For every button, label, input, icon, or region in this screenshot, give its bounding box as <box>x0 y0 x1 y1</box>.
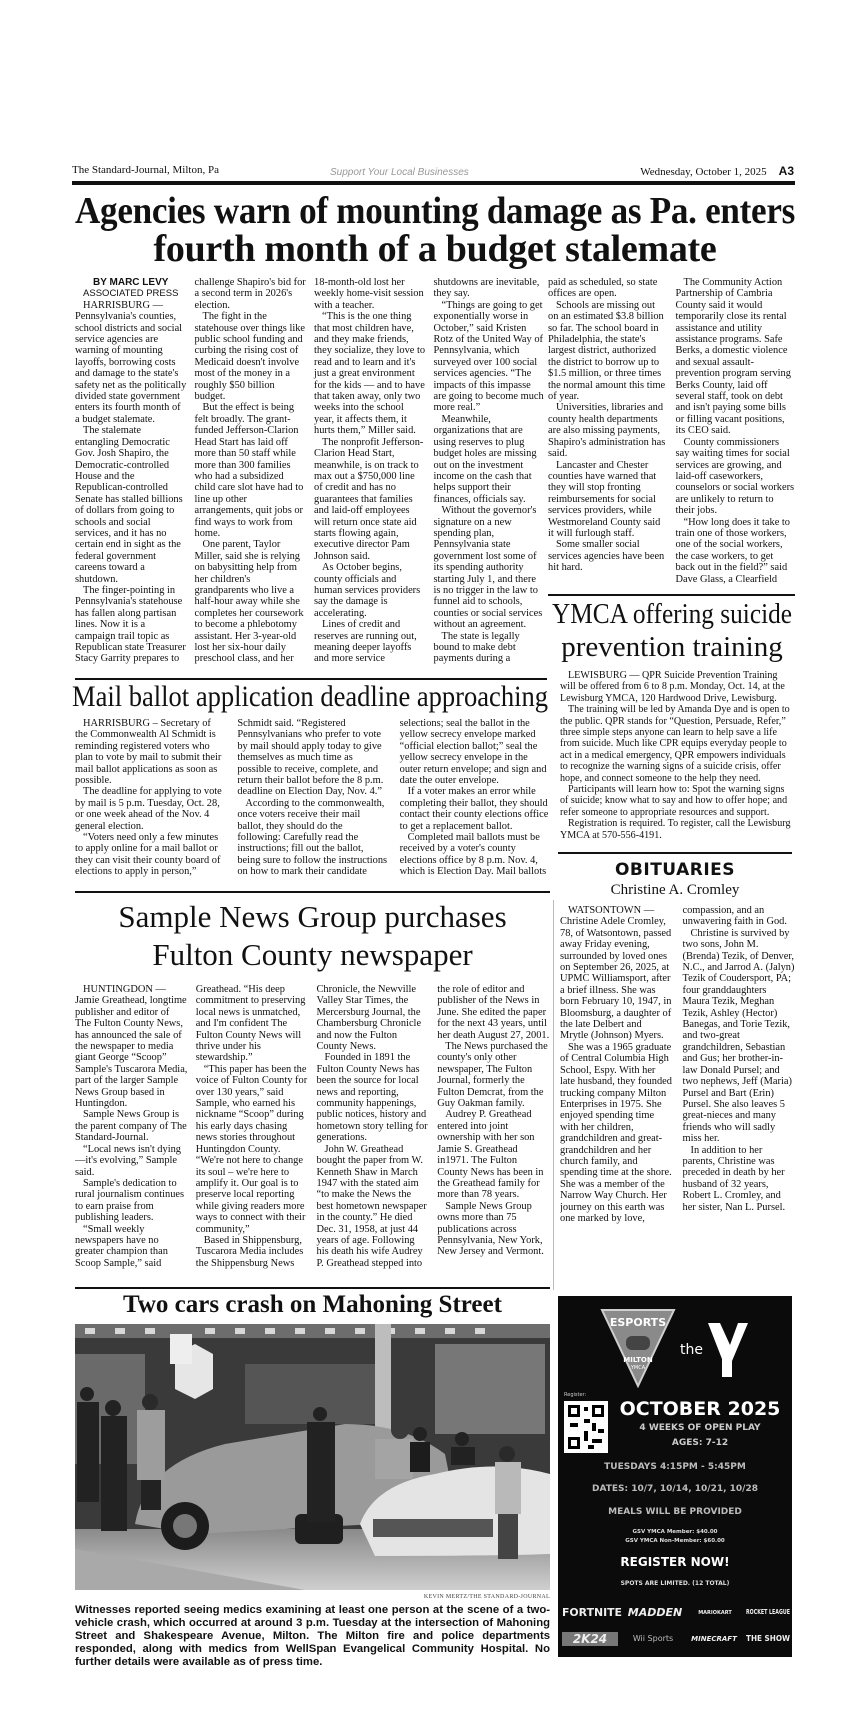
article-paragraph: Participants will learn how to: Spot the warning signs of suicide; know what to say and how to offer hope; and refer someone to appropriate resources and support. <box>560 784 788 818</box>
article-paragraph: Completed mail ballots must be received by a voter's county elections office by 8 p.m. Nov. 4, which is Election Day. Mail ballots <box>399 832 547 878</box>
game-logo-minecraft <box>686 1635 742 1643</box>
game-logo-the-show <box>746 1634 790 1643</box>
article-paragraph: paid as scheduled, so state offices are open. <box>548 277 658 300</box>
article-paragraph: “This paper has been the voice of Fulton County for over 130 years,” said Sample, who earned his nickname “Scoop” during his early days chasing news stories throughout Huntingdon County. “We're not here to change its soul – we're here to amplify it. Our goal is to preserve local reporting while giving readers more ways to connect with their community,” <box>195 1063 308 1235</box>
ad-spots-limited: SPOTS ARE LIMITED. (12 TOTAL) <box>620 1580 730 1587</box>
ymca-headline-line-1 <box>552 598 792 631</box>
ymca-headline <box>552 598 792 664</box>
mail-ballot-body <box>75 718 550 888</box>
ad-dates-text: DATES: 10/7, 10/14, 10/21, 10/28 <box>592 1484 758 1494</box>
article-paragraph: The stalemate entangling Democratic Gov. Josh Shapiro, the Democratic-controlled House and the Republican-controlled Senate has stalled billions of dollars from going to schools and social services, and it has no certain end in sight as the federal government careens toward a shutdown. <box>75 425 183 585</box>
article-paragraph: The News purchased the county's only other newspaper, The Fulton Journal, formerly the Fulton Demcrat, from the Guy Oakman family. <box>437 1041 548 1110</box>
article-paragraph: As October begins, county officials and human services providers say the damage is accelerating. <box>314 562 421 619</box>
byline-agency: ASSOCIATED PRESS <box>83 288 179 300</box>
ad-meals <box>558 1507 792 1517</box>
article-paragraph: One parent, Taylor Miller, said she is relying on babysitting help from her children's grandparents who live a half-hour away while she completes her coursework to become a phlebotomy assistant. Her 3-year-old lost her six-hour daily preschool class, and her 18-month-old lost her weekly home-visit session with a teacher. <box>194 277 424 665</box>
header-tagline: Support Your Local Businesses <box>330 167 469 178</box>
game-logo-fortnite-text: FORTNITE <box>562 1606 622 1619</box>
ad-meals-text: MEALS WILL BE PROVIDED <box>608 1507 742 1517</box>
ad-dates <box>558 1484 792 1494</box>
agencies-headline-line-2 <box>75 230 795 268</box>
crash-photo <box>75 1324 550 1590</box>
esports-ad <box>558 1296 792 1657</box>
article-paragraph: Based in Shippensburg, Tuscarora Media includes the Shippensburg News Chronicle, the Newville Valley Star Times, the Mercersburg Journal, the Chambersburg Chronicle and now the Fulton County News. <box>195 984 422 1269</box>
qr-code-icon[interactable] <box>564 1401 608 1453</box>
obituaries-section-title: OBITUARIES <box>614 860 736 880</box>
column-divider <box>553 900 554 1290</box>
article-paragraph: The nonprofit Jefferson-Clarion Head Start, meanwhile, is on track to max out a $750,000 line of credit and has no guarantees that families and laid-off employees will return once state aid starts flowing again, executive director Pam Johnson said. <box>314 436 424 562</box>
header-rule <box>72 181 795 185</box>
ad-month-text: OCTOBER 2025 <box>619 1398 781 1420</box>
divider <box>558 852 792 854</box>
article-paragraph: She was a 1965 graduate of Central Columbia High School, Espy. With her late husband, they founded trucking company Milton Enterprises in 1975. She enjoyed spending time with her children, grandchildren and great-grandchildren and her church family, and spending time at the shore. She was a member of the Narrow Way Church. Her journey on this earth was one marked by love, compassion, and an unwavering faith in God. <box>560 905 787 1224</box>
game-logo-rocket-league <box>746 1608 790 1616</box>
article-paragraph: Sample News Group is the parent company of The Standard-Journal. <box>75 1109 187 1144</box>
article-paragraph: County commissioners say waiting times for social services are growing, and laid-off caseworkers, counselors or social workers are unlikely to return to their jobs. <box>675 436 795 517</box>
article-paragraph: The Community Action Partnership of Cambria County said it would temporarily close its rental assistance and utility assistance programs. Safe Berks, a domestic violence and sexual assault-prevention program serving Berks County, laid off several staff, took on debt and isn't paying some bills or filling vacant positions, its CEO said. <box>675 277 791 437</box>
register-label: Register: <box>564 1392 587 1398</box>
crash-headline-text: Two cars crash on Mahoning Street <box>123 1291 502 1318</box>
divider <box>548 594 795 596</box>
ymca-body <box>560 670 792 846</box>
game-logo-mariokart <box>688 1610 742 1616</box>
article-paragraph: Universities, libraries and county health departments are also missing payments, Shapiro's administration has said. <box>548 402 666 460</box>
photo-credit: KEVIN MERTZ/THE STANDARD-JOURNAL <box>423 1594 550 1600</box>
byline <box>75 277 187 300</box>
ad-weeks-text: 4 WEEKS OF OPEN PLAY <box>639 1423 761 1433</box>
game-logo-madden-text: MADDEN <box>627 1606 683 1619</box>
game-logo-wii-sports-text: Wii Sports <box>632 1634 674 1643</box>
agencies-headline <box>75 192 795 268</box>
divider <box>75 1287 550 1289</box>
logo-ymca: YMCA <box>630 1365 646 1371</box>
article-paragraph: If a voter makes an error while completing their ballot, they should contact their county elections office to get a replacement ballot. <box>399 786 549 832</box>
article-paragraph: Meanwhile, organizations that are using reserves to plug budget holes are missing out on the investment income on the cash that helps support their finances, officials say. <box>433 413 537 505</box>
obituary-name: Christine A. Cromley <box>610 882 740 898</box>
mail-ballot-headline-text: Mail ballot application deadline approaching <box>72 680 548 713</box>
logo-milton: MILTON <box>623 1356 653 1364</box>
game-logo-madden <box>626 1606 684 1619</box>
article-paragraph: Schools are missing out on an estimated $3.8 billion so far. The school board in Philadelphia, the state's largest district, authorized the district to borrow up to $1.5 million, or three times the normal amount this time of year. <box>548 299 666 403</box>
divider <box>75 891 550 893</box>
game-logo-mariokart-text: MARIOKART <box>698 1610 732 1616</box>
crash-headline <box>75 1290 550 1320</box>
article-paragraph: According to the commonwealth, once voters receive their mail ballot, they should do the following: Carefully read the instructions; fill out the ballot, being sure to follow the instructions on how to mark their candidate selections; seal the ballot in the yellow secrecy envelope marked “official election ballot;” seal the yellow secrecy envelope in the outer return envelope; and sign and date the outer envelope. <box>237 718 547 878</box>
agencies-body-right <box>548 277 795 595</box>
ad-weeks <box>612 1423 788 1433</box>
sample-news-headline-line-1 <box>75 898 550 936</box>
game-logo-2k24-text: 2K24 <box>572 1632 608 1646</box>
article-paragraph: But the effect is being felt broadly. The grant-funded Jefferson-Clarion Head Start has laid off more than 50 staff while more than 300 families who had a subsidized child care slot have had to line up other arrangements, quit jobs or find ways to work from home. <box>194 402 304 539</box>
article-paragraph: Lancaster and Chester counties have warned that they will stop fronting reimbursements for social services providers, while Westmoreland County said it will furlough staff. <box>548 459 661 539</box>
article-paragraph: HARRISBURG – Secretary of the Commonwealth Al Schmidt is reminding registered voters who plan to vote by mail to submit their mail ballot applications as soon as possible. <box>75 718 222 787</box>
agencies-headline-line-2-text: fourth month of a budget stalemate <box>153 228 717 270</box>
ymca-headline-line-2 <box>552 631 792 664</box>
article-paragraph: John W. Greathead bought the paper from W. Kenneth Shaw in March 1947 with the stated aim “to make the News the best hometown newspaper in the county.” He died Dec. 31, 1958, at just 44 years of age. Following his death his wife Audrey P. Greathead stepped into the role of editor and publisher of the News in June. She edited the paper for the next 43 years, until her death August 27, 2001. <box>316 984 550 1269</box>
article-paragraph: “How long does it take to train one of those workers, one of the social workers, the case workers, to get back out in the field?” said Dave Glass, a Clearfield <box>675 516 790 585</box>
header-date-page <box>640 164 794 178</box>
article-paragraph: “Voters need only a few minutes to apply online for a mail ballot or they can visit their county board of elections to apply in person,” Schmidt said. “Registered Pennsylvanians who prefer to vote by mail should apply today to give themselves as much time as possible to receive, complete, and return their ballot before the 8 p.m. deadline on Election Day, Nov. 4.” <box>75 718 384 878</box>
ad-time <box>558 1462 792 1472</box>
ymca-y-logo <box>706 1321 750 1379</box>
mail-ballot-headline <box>72 680 548 714</box>
article-paragraph: Some smaller social services agencies have been hit hard. <box>548 539 665 574</box>
sample-news-headline-line-2 <box>75 936 550 974</box>
game-logo-wii-sports <box>624 1634 682 1643</box>
article-paragraph: Sample News Group owns more than 75 publications across Pennsylvania, New York, New Jersey and Vermont. <box>437 1200 544 1258</box>
ad-ages <box>612 1438 788 1448</box>
article-paragraph: LEWISBURG — QPR Suicide Prevention Training will be offered from 6 to 8 p.m. Monday, Oct. 14, at the Lewisburg YMCA, 120 Hardwood Drive, Lewisburg. <box>560 670 785 704</box>
agencies-headline-line-1-text: Agencies warn of mounting damage as Pa. enters <box>75 190 796 232</box>
article-paragraph: The deadline for applying to vote by mail is 5 p.m. Tuesday, Oct. 28, or one week ahead of the Nov. 4 general election. <box>75 786 222 832</box>
article-paragraph: “Small weekly newspapers have no greater champion than Scoop Sample,” said Greathead. “His deep commitment to preserving local news is unmatched, and I'm confident The Fulton County News will thrive under his stewardship.” <box>75 984 306 1269</box>
article-paragraph: The fight in the statehouse over things like public school funding and curbing the rising cost of Medicaid doesn't involve most of the money in a roughly $50 billion budget. <box>194 311 306 403</box>
article-paragraph: Audrey P. Greathead entered into joint ownership with her son Jamie S. Greathead in1971. The Fulton County News has been in the Greathead family for more than 78 years. <box>437 1109 544 1201</box>
article-paragraph: The state is legally bound to make debt payments during a <box>433 630 520 665</box>
article-paragraph: HARRISBURG — Pennsylvania's counties, school districts and social service agencies are warning of mounting layoffs, borrowing costs and damage to the state's safety net as the politically divided state government enters its fourth month of a budget stalemate. <box>75 299 187 425</box>
photo-caption: Witnesses reported seeing medics examining at least one person at the scene of a two-vehicle crash, which occurred at around 3 p.m. Tuesday at the intersection of Mahoning Street and Shakespeare Avenue, Milton. The Milton fire and police departments responded, along with medics from WellSpan Evangelical Community Hospital. No further details were available as of press time. <box>75 1604 550 1668</box>
sample-news-headline-line-2-text: Fulton County newspaper <box>152 937 473 972</box>
article-paragraph: “This is the one thing that most children have, and they make friends, they socialize, they love to read and to learn and it's just a great environment for the kids — and to have that taken away, only two weeks into the school year, it affects them, it hurts them,” Miller said. <box>314 311 426 437</box>
ymca-headline-line-2-text: prevention training <box>561 631 783 663</box>
ad-register-now: REGISTER NOW! <box>620 1555 730 1569</box>
ad-nonmember-price: GSV YMCA Non-Member: $60.00 <box>625 1538 725 1544</box>
game-logo-minecraft-text: MINECRAFT <box>691 1635 737 1643</box>
ad-time-text: TUESDAYS 4:15PM - 5:45PM <box>604 1462 746 1472</box>
article-paragraph: Christine is survived by two sons, John M. (Brenda) Tezik, of Denver, N.C., and Jarrod A. (Jalyn) Tezik of Coudersport, PA; four granddaughters Maura Tezik, Meghan Tezik, Ashley (Hector) Banegas, and Torie Tezik, and two-great grandchildren, Sebastian and Gus; her brother-in-law Donald Pursel; and two nephews, Jeff (Maria) Pursel and Bart (Erin) Pursel. She also leaves 5 great-nieces and many friends who will sadly miss her. <box>682 927 795 1145</box>
game-logo-2k24 <box>562 1632 618 1646</box>
article-paragraph: In addition to her parents, Christine was preceded in death by her husband of 32 years, Robert L. Cromley, and her sister, Nan L. Pursel. <box>682 1144 786 1213</box>
article-paragraph: WATSONTOWN — Christine Adele Cromley, 78, of Watsontown, passed away Friday evening, surrounded by loved ones on September 26, 2025, at UPMC Williamsport, after a brief illness. She was born February 10, 1947, in Bloomsburg, a daughter of the late Delbert and Mrytle (Johnson) Myers. <box>560 905 672 1042</box>
article-paragraph: The training will be led by Amanda Dye and is open to the public. QPR stands for “Question, Persuade, Refer,” three simple steps anyone can learn to help save a life from suicide. Much like CPR equips everyday people to act in a medical emergency, QPR empowers individuals to recognize the warning signs of a suicide crisis, offer hope, and connect someone to the help they need. <box>560 704 790 784</box>
agencies-headline-line-1 <box>75 192 795 230</box>
article-paragraph: “Things are going to get exponentially worse in October,” said Kristen Rotz of the United Way of Pennsylvania, which surveyed over 100 social services agencies. “The impacts of this impasse are going to become much more real.” <box>433 299 544 414</box>
logo-esports: ESPORTS <box>609 1316 667 1329</box>
article-paragraph: Lines of credit and reserves are running out, meaning deeper layoffs and more service shutdowns are inevitable, they say. <box>314 277 540 665</box>
article-paragraph: Sample's dedication to rural journalism continues to earn praise from publishing leaders. <box>75 1177 185 1224</box>
sample-news-headline <box>75 898 550 974</box>
issue-date: Wednesday, October 1, 2025 <box>640 166 767 178</box>
the-y-text: the <box>680 1342 703 1358</box>
article-paragraph: HUNTINGDON — Jamie Greathead, longtime publisher and editor of The Fulton County News, has announced the sale of the newspaper to media giant George “Scoop” Sample's Tuscarora Media, part of the larger Sample News Group based in Huntingdon. <box>75 984 188 1110</box>
article-paragraph: The finger-pointing in Pennsylvania's statehouse has fallen along partisan lines. Now it is a campaign trail topic as Republican state Treasurer Stacy Garrity prepares to challenge Shapiro's bid for a second term in 2026's election. <box>75 277 306 665</box>
agencies-body-left <box>75 277 545 671</box>
article-paragraph: Founded in 1891 the Fulton County News has been the source for local news and reporting, community happenings, public notices, history and hometown story telling for generations. <box>316 1052 428 1144</box>
game-logo-fortnite <box>562 1606 622 1619</box>
article-paragraph: “Local news isn't dying—it's evolving,” Sample said. <box>75 1143 181 1178</box>
game-logo-the-show-text: THE SHOW <box>746 1634 790 1643</box>
ymca-headline-line-1-text: YMCA offering suicide <box>552 598 792 630</box>
byline-author: BY MARC LEVY <box>93 277 169 288</box>
ad-ages-text: AGES: 7-12 <box>671 1438 729 1448</box>
game-logo-rocket-league-text: ROCKET LEAGUE <box>746 1608 790 1616</box>
page-number: A3 <box>778 164 794 178</box>
article-paragraph: Registration is required. To register, call the Lewisburg YMCA at 570-556-4191. <box>560 818 791 841</box>
sample-news-headline-line-1-text: Sample News Group purchases <box>118 899 507 934</box>
obituary-body <box>560 905 795 1225</box>
newspaper-name: The Standard-Journal, Milton, Pa <box>72 164 219 176</box>
sample-news-body <box>75 984 550 1274</box>
article-paragraph: Without the governor's signature on a new spending plan, Pennsylvania state government lost some of its spending authority starting July 1, and there is no trigger in the law to funnel aid to schools, counties or social services without an agreement. <box>433 505 543 631</box>
ad-month <box>612 1398 788 1420</box>
ad-member-price: GSV YMCA Member: $40.00 <box>632 1529 718 1535</box>
